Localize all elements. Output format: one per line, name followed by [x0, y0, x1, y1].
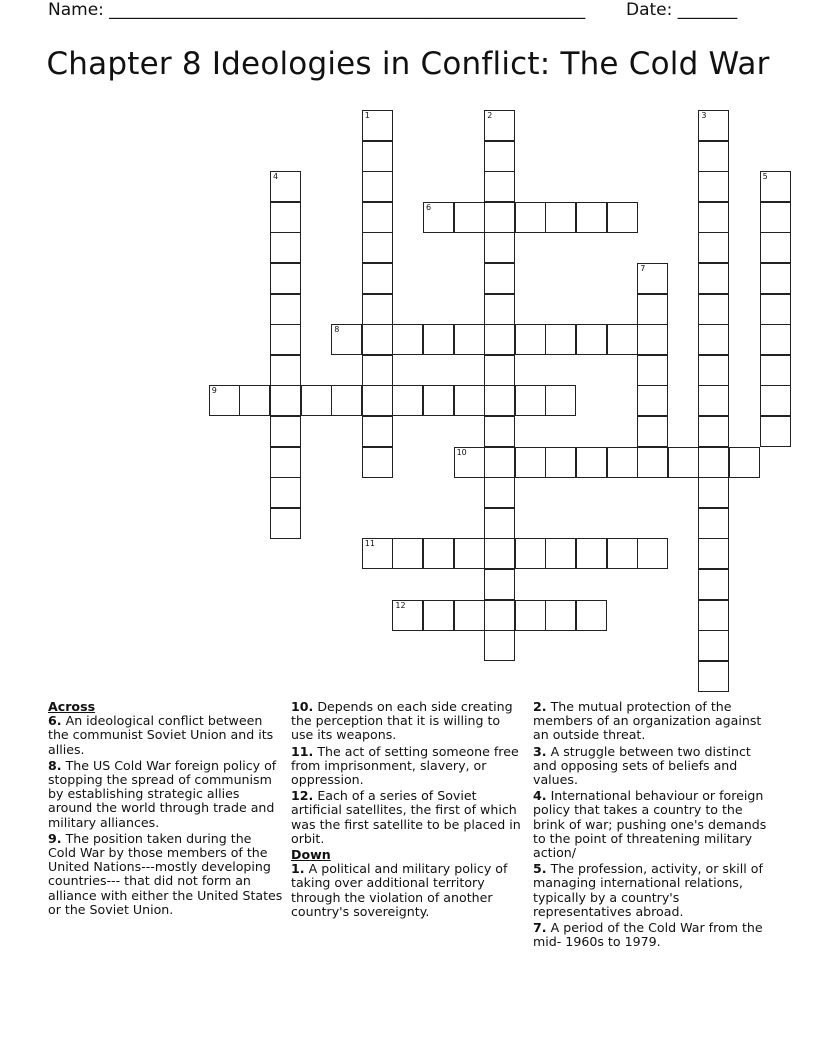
- crossword-cell[interactable]: [362, 538, 393, 569]
- crossword-cell[interactable]: [698, 355, 729, 386]
- clue-across-11: 11. The act of setting someone free from imprisonment, slavery, or oppression.: [291, 743, 519, 788]
- clue-number: 3: [701, 111, 707, 120]
- crossword-cell[interactable]: [270, 385, 301, 416]
- clue-number: 4: [273, 172, 279, 182]
- name-field[interactable]: Name: ________________________________________________________: [48, 0, 586, 20]
- crossword-cell[interactable]: [484, 630, 515, 661]
- clue-number: 9: [211, 386, 217, 396]
- down-heading: Down: [291, 847, 331, 863]
- clues-column-1: [48, 700, 283, 919]
- crossword-cell[interactable]: [515, 324, 546, 355]
- crossword-cell[interactable]: [637, 447, 668, 478]
- crossword-cell[interactable]: [698, 141, 729, 172]
- clue-number: 1: [364, 111, 370, 120]
- crossword-cell[interactable]: [484, 110, 515, 141]
- crossword-cell[interactable]: [515, 202, 546, 233]
- crossword-cell[interactable]: [637, 416, 668, 447]
- crossword-cell[interactable]: [760, 294, 791, 325]
- clue-across-9: 9. The position taken during the Cold War by those members of the United Nations---mostly developing countries--- that did not form an alliance with either the United States or the Soviet Union.: [48, 830, 283, 917]
- crossword-cell[interactable]: [362, 447, 393, 478]
- clue-across-12: 12. Each of a series of Soviet artificial satellites, the first of which was the first satellite to be placed in orbit.: [291, 788, 521, 846]
- crossword-cell[interactable]: [760, 416, 791, 447]
- crossword-cell[interactable]: [362, 171, 393, 202]
- crossword-cell[interactable]: [239, 385, 270, 416]
- crossword-cell[interactable]: [545, 324, 576, 355]
- crossword-cell[interactable]: [484, 385, 515, 416]
- crossword-cell[interactable]: [454, 324, 485, 355]
- crossword-cell[interactable]: [698, 477, 729, 508]
- clue-number: 10: [456, 447, 467, 457]
- crossword-cell[interactable]: [484, 141, 515, 172]
- crossword-cell[interactable]: [484, 416, 515, 447]
- crossword-cell[interactable]: [698, 171, 729, 202]
- crossword-cell[interactable]: [484, 477, 515, 508]
- crossword-cell[interactable]: [484, 263, 515, 294]
- crossword-cell[interactable]: [270, 416, 301, 447]
- crossword-cell[interactable]: [454, 447, 485, 478]
- crossword-cell[interactable]: [698, 661, 729, 692]
- crossword-cell[interactable]: [637, 263, 668, 294]
- crossword-cell[interactable]: [576, 600, 607, 631]
- crossword-cell[interactable]: [698, 263, 729, 294]
- crossword-cell[interactable]: [362, 110, 393, 141]
- clue-down-4: 4. International behaviour or foreign policy that takes a country to the brink of war; pushing one's demands to the point of threatening military action/: [533, 788, 767, 861]
- crossword-cell[interactable]: [331, 324, 362, 355]
- crossword-cell[interactable]: [423, 385, 454, 416]
- crossword-cell[interactable]: [362, 202, 393, 233]
- crossword-cell[interactable]: [698, 416, 729, 447]
- crossword-cell[interactable]: [576, 202, 607, 233]
- crossword-cell[interactable]: [515, 385, 546, 416]
- crossword-cell[interactable]: [362, 416, 393, 447]
- crossword-cell[interactable]: [760, 263, 791, 294]
- crossword-cell[interactable]: [423, 600, 454, 631]
- crossword-cell[interactable]: [270, 508, 301, 539]
- crossword-cell[interactable]: [576, 324, 607, 355]
- crossword-cell[interactable]: [698, 569, 729, 600]
- crossword-cell[interactable]: [484, 324, 515, 355]
- crossword-cell[interactable]: [576, 538, 607, 569]
- crossword-cell[interactable]: [637, 294, 668, 325]
- clue-across-8: 8. The US Cold War foreign policy of stopping the spread of communism by establishing strategic allies around the world through trade and military alliances.: [48, 757, 277, 830]
- crossword-cell[interactable]: [484, 294, 515, 325]
- crossword-cell[interactable]: [270, 324, 301, 355]
- crossword-cell[interactable]: [209, 385, 240, 416]
- crossword-cell[interactable]: [576, 447, 607, 478]
- crossword-cell[interactable]: [698, 385, 729, 416]
- crossword-cell[interactable]: [637, 324, 668, 355]
- crossword-cell[interactable]: [362, 232, 393, 263]
- crossword-cell[interactable]: [362, 355, 393, 386]
- crossword-cell[interactable]: [484, 538, 515, 569]
- crossword-cell[interactable]: [484, 232, 515, 263]
- crossword-cell[interactable]: [698, 508, 729, 539]
- crossword-cell[interactable]: [270, 232, 301, 263]
- crossword-cell[interactable]: [392, 600, 423, 631]
- crossword-cell[interactable]: [423, 324, 454, 355]
- crossword-cell[interactable]: [484, 569, 515, 600]
- crossword-cell[interactable]: [515, 538, 546, 569]
- crossword-cell[interactable]: [270, 294, 301, 325]
- crossword-cell[interactable]: [545, 202, 576, 233]
- crossword-cell[interactable]: [607, 538, 638, 569]
- clue-number: 2: [487, 111, 493, 120]
- crossword-cell[interactable]: [607, 447, 638, 478]
- crossword-cell[interactable]: [270, 202, 301, 233]
- crossword-cell[interactable]: [484, 202, 515, 233]
- clue-number: 8: [334, 325, 340, 335]
- crossword-cell[interactable]: [270, 477, 301, 508]
- crossword-cell[interactable]: [362, 324, 393, 355]
- crossword-cell[interactable]: [668, 447, 699, 478]
- clue-number: 7: [640, 264, 646, 273]
- crossword-cell[interactable]: [392, 385, 423, 416]
- clue-down-3: 3. A struggle between two distinct and opposing sets of beliefs and values.: [533, 743, 751, 788]
- crossword-cell[interactable]: [729, 447, 760, 478]
- crossword-cell[interactable]: [362, 294, 393, 325]
- crossword-cell[interactable]: [760, 355, 791, 386]
- clue-down-5: 5. The profession, activity, or skill of managing international relations, typically by a country's representatives abroad.: [533, 861, 763, 919]
- crossword-cell[interactable]: [760, 324, 791, 355]
- crossword-cell[interactable]: [454, 538, 485, 569]
- crossword-cell[interactable]: [484, 447, 515, 478]
- crossword-cell[interactable]: [270, 263, 301, 294]
- clue-number: 5: [762, 172, 768, 182]
- crossword-cell[interactable]: [698, 324, 729, 355]
- crossword-cell[interactable]: [362, 385, 393, 416]
- crossword-cell[interactable]: [362, 263, 393, 294]
- crossword-cell[interactable]: [515, 600, 546, 631]
- crossword-cell[interactable]: [698, 538, 729, 569]
- clue-down-7: 7. A period of the Cold War from the mid- 1960s to 1979.: [533, 920, 763, 950]
- crossword-cell[interactable]: [760, 385, 791, 416]
- crossword-cell[interactable]: [545, 385, 576, 416]
- clue-across-10: 10. Depends on each side creating the perception that it is willing to use its weapons.: [291, 699, 513, 743]
- crossword-cell[interactable]: [270, 355, 301, 386]
- crossword-cell[interactable]: [392, 538, 423, 569]
- crossword-cell[interactable]: [301, 385, 332, 416]
- crossword-cell[interactable]: [331, 385, 362, 416]
- clues-column-2: [291, 700, 523, 921]
- crossword-cell[interactable]: [423, 538, 454, 569]
- crossword-cell[interactable]: [545, 600, 576, 631]
- clue-down-2: 2. The mutual protection of the members of an organization against an outside threat.: [533, 699, 762, 743]
- crossword-cell[interactable]: [454, 202, 485, 233]
- crossword-cell[interactable]: [392, 324, 423, 355]
- clue-number: 12: [395, 600, 406, 610]
- crossword-cell[interactable]: [484, 508, 515, 539]
- crossword-cell[interactable]: [545, 538, 576, 569]
- crossword-cell[interactable]: [698, 630, 729, 661]
- crossword-cell[interactable]: [270, 447, 301, 478]
- crossword-cell[interactable]: [607, 324, 638, 355]
- clue-down-1: 1. A political and military policy of taking over additional territory through the violation of another country's sovereignty.: [291, 861, 508, 919]
- crossword-cell[interactable]: [637, 538, 668, 569]
- crossword-cell[interactable]: [484, 355, 515, 386]
- clues-column-3: [533, 700, 768, 951]
- crossword-cell[interactable]: [362, 141, 393, 172]
- crossword-cell[interactable]: [760, 232, 791, 263]
- clue-across-6: 6. An ideological conflict between the communist Soviet Union and its allies.: [48, 713, 274, 757]
- crossword-cell[interactable]: [637, 385, 668, 416]
- clue-number: 6: [426, 202, 432, 212]
- date-field[interactable]: Date: _______: [626, 0, 738, 20]
- crossword-cell[interactable]: [698, 202, 729, 233]
- crossword-cell[interactable]: [545, 447, 576, 478]
- crossword-cell[interactable]: [698, 600, 729, 631]
- crossword-cell[interactable]: [484, 600, 515, 631]
- crossword-cell[interactable]: [760, 171, 791, 202]
- crossword-cell[interactable]: [698, 110, 729, 141]
- page-title: Chapter 8 Ideologies in Conflict: The Cold War: [46, 46, 770, 82]
- crossword-cell[interactable]: [760, 202, 791, 233]
- crossword-cell[interactable]: [423, 202, 454, 233]
- crossword-cell[interactable]: [484, 171, 515, 202]
- crossword-cell[interactable]: [454, 385, 485, 416]
- crossword-cell[interactable]: [698, 232, 729, 263]
- crossword-cell[interactable]: [637, 355, 668, 386]
- crossword-cell[interactable]: [515, 447, 546, 478]
- crossword-cell[interactable]: [270, 171, 301, 202]
- across-heading: Across: [48, 699, 96, 714]
- crossword-cell[interactable]: [698, 447, 729, 478]
- clue-number: 11: [364, 539, 375, 549]
- crossword-cell[interactable]: [454, 600, 485, 631]
- crossword-cell[interactable]: [698, 294, 729, 325]
- crossword-cell[interactable]: [607, 202, 638, 233]
